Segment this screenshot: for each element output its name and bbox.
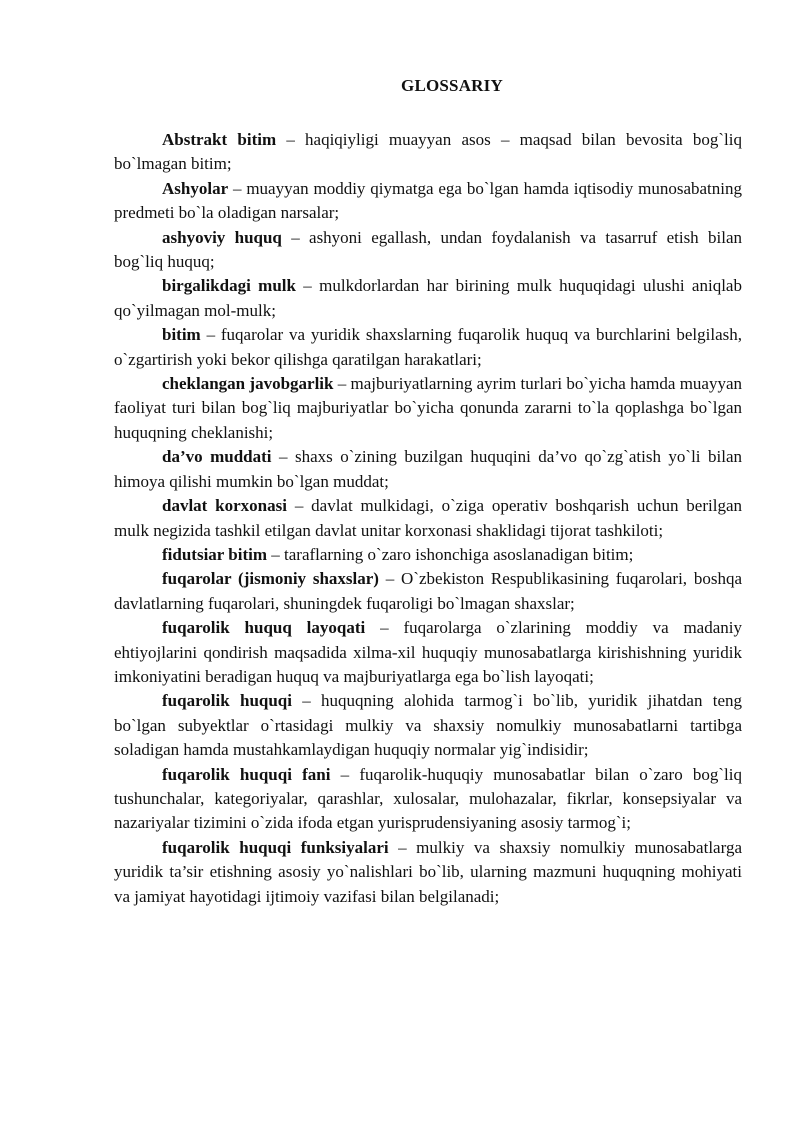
glossary-term: fuqarolik huquq layoqati (162, 618, 366, 638)
glossary-entry (114, 323, 742, 372)
glossary-entry (114, 274, 742, 323)
glossary-definition: – fuqarolar va yuridik shaxslarning fuqarolik huquq va burchlarini belgilash, o`zgartirish yoki bekor qilishga qaratilgan harakatlari; (114, 325, 742, 369)
glossary-term: fuqarolik huquqi funksiyalari (162, 837, 389, 857)
glossary-list (114, 128, 742, 909)
glossary-definition: – taraflarning o`zaro ishonchiga asoslanadigan bitim; (267, 544, 634, 564)
page-title: GLOSSARIY (401, 76, 503, 95)
glossary-definition: – ashyoni egallash, undan foydalanish va tasarruf etish bilan bog`liq huquq; (114, 227, 742, 272)
glossary-definition: – haqiqiyligi muayyan asos – maqsad bilan bevosita bog`liq bo`lmagan bitim; (114, 130, 742, 174)
glossary-term: Ashyolar (162, 178, 229, 198)
glossary-term: fuqarolar (jismoniy shaxslar) (162, 569, 379, 589)
glossary-entry (114, 543, 742, 567)
glossary-entry (114, 567, 742, 616)
glossary-term: Abstrakt bitim (162, 130, 277, 149)
glossary-definition: – mulkiy va shaxsiy nomulkiy munosabatlarga yuridik ta’sir etishning asosiy yo`nalishlari bo`lib, ularning mazmuni huquqning mohiyati va jamiyat hayotidagi ijtimoiy vazifasi bilan belgilanadi; (114, 837, 742, 906)
glossary-entry (114, 494, 742, 543)
glossary-entry (114, 177, 742, 226)
glossary-term: fidutsiar bitim (162, 544, 268, 564)
glossary-definition: – muayyan moddiy qiymatga ega bo`lgan hamda iqtisodiy munosabatning predmeti bo`la oladigan narsalar; (114, 178, 742, 223)
glossary-definition: – davlat mulkidagi, o`ziga operativ boshqarish uchun berilgan mulk negizida tashkil etilgan davlat unitar korxonasi shaklidagi tijorat tashkiloti; (114, 496, 742, 540)
glossary-entry (114, 763, 742, 836)
glossary-term: davlat korxonasi (162, 496, 287, 516)
glossary-definition: – fuqarolik-huquqiy munosabatlar bilan o`zaro bog`liq tushunchalar, kategoriyalar, qarashlar, xulosalar, mulohazalar, fikrlar, konsepsiyalar va nazariyalar tizimini o`zida ifoda etgan yurisprudensiyaning asosiy tarmog`i; (114, 764, 743, 833)
glossary-entry (114, 836, 742, 909)
glossary-definition: – O`zbekiston Respublikasining fuqarolari, boshqa davlatlarning fuqarolari, shuningdek fuqaroligi bo`lmagan shaxslar; (114, 569, 742, 613)
glossary-term: ashyoviy huquq (162, 227, 282, 247)
glossary-term: fuqarolik huquqi fani (162, 764, 331, 784)
glossary-definition: – mulkdorlardan har birining mulk huquqidagi ulushi aniqlab qo`yilmagan mol-mulk; (114, 276, 742, 320)
glossary-definition: – shaxs o`zining buzilgan huquqini da’vo qo`zg`atish yo`li bilan himoya qilishi mumkin bo`lgan muddat; (114, 447, 742, 491)
glossary-entry (114, 689, 742, 762)
glossary-definition: – huquqning alohida tarmog`i bo`lib, yuridik jihatdan teng bo`lgan subyektlar o`rtasidagi mulkiy va shaxsiy nomulkiy munosabatlarni tartibga soladigan hamda mustahkamlaydigan huquqiy normalar yig`indisidir; (114, 691, 742, 760)
glossary-term: da’vo muddati (162, 447, 272, 467)
glossary-definition: – fuqarolarga o`zlarining moddiy va madaniy ehtiyojlarini qondirish maqsadida xilma-xil huquqiy munosabatlarga kirishishning yuridik imkoniyatini beradigan huquq va majburiyatlarga ega bo`lish layoqati; (114, 618, 742, 686)
glossary-term: bitim (162, 325, 201, 345)
glossary-term: cheklangan javobgarlik (162, 374, 334, 394)
glossary-entry (114, 226, 742, 275)
glossary-entry (114, 616, 742, 689)
glossary-term: fuqarolik huquqi (162, 691, 292, 711)
glossary-entry (114, 372, 742, 445)
glossary-definition: – majburiyatlarning ayrim turlari bo`yicha hamda muayyan faoliyat turi bilan bog`liq majburiyatlar bo`yicha qonunda zararni to`la qoplashga bo`lgan huquqning cheklanishi; (114, 374, 743, 442)
glossary-entry (114, 445, 742, 494)
glossary-entry (114, 128, 742, 177)
glossary-term: birgalikdagi mulk (162, 276, 296, 296)
